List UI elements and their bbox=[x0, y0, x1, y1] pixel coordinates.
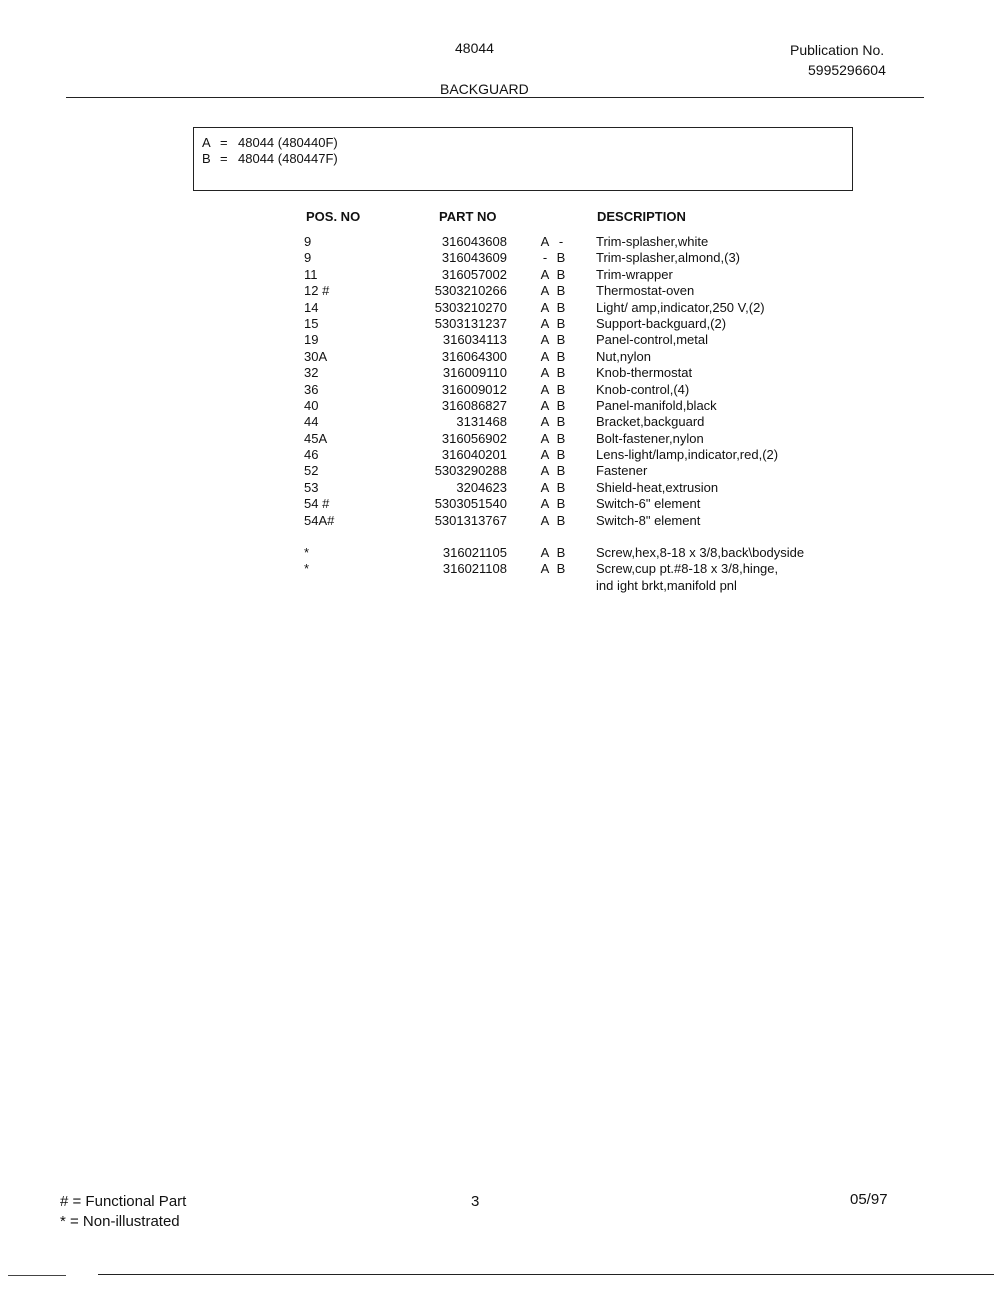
model-number: 48044 bbox=[455, 40, 494, 56]
pos-no: 9 bbox=[304, 234, 312, 249]
table-row bbox=[0, 398, 1000, 414]
description: Panel-manifold,black bbox=[596, 397, 717, 413]
parts-table bbox=[0, 234, 1000, 594]
footer-rule bbox=[98, 1274, 994, 1275]
variant-b-flag: B bbox=[556, 479, 566, 495]
variant-a-flag: A bbox=[540, 315, 550, 331]
revision-date: 05/97 bbox=[850, 1191, 888, 1208]
pos-no: 53 bbox=[304, 479, 319, 495]
variant-a-flag: A bbox=[540, 381, 550, 397]
part-no: 3131468 bbox=[456, 414, 507, 430]
pos-no: 12 # bbox=[304, 283, 330, 299]
variant-b-flag: B bbox=[556, 561, 566, 577]
part-no: 5303131237 bbox=[434, 315, 507, 331]
description: Nut,nylon bbox=[596, 348, 651, 364]
description: Bracket,backguard bbox=[596, 414, 705, 430]
variant-a-flag: A bbox=[540, 332, 550, 348]
pos-no: 36 bbox=[304, 381, 319, 397]
table-row bbox=[0, 234, 1000, 250]
page-number: 3 bbox=[471, 1193, 480, 1210]
part-no: 5303290288 bbox=[434, 463, 507, 479]
variant-b-flag: B bbox=[556, 381, 566, 397]
pos-no: 46 bbox=[304, 447, 319, 463]
table-spacer bbox=[0, 529, 1000, 545]
part-no: 316021105 bbox=[442, 545, 507, 561]
variant-line bbox=[202, 135, 338, 150]
description: Knob-control,(4) bbox=[596, 381, 690, 397]
column-header-pos: POS. NO bbox=[306, 209, 361, 224]
variant-a-flag: A bbox=[540, 430, 550, 446]
description: Trim-splasher,almond,(3) bbox=[596, 250, 741, 266]
part-no: 5303210266 bbox=[434, 283, 507, 299]
table-row bbox=[0, 496, 1000, 512]
part-no: 316034113 bbox=[442, 332, 507, 348]
description: Thermostat-oven bbox=[596, 283, 695, 299]
pos-no: 40 bbox=[304, 397, 319, 413]
description: Switch-6" element bbox=[596, 496, 701, 512]
header-rule bbox=[66, 97, 924, 98]
variant-code: B bbox=[202, 151, 211, 166]
pos-no: 45A bbox=[304, 430, 328, 446]
variant-a-flag: A bbox=[540, 365, 550, 381]
description: Panel-control,metal bbox=[596, 332, 708, 348]
table-row bbox=[0, 480, 1000, 496]
table-row bbox=[0, 561, 1000, 577]
variant-b-flag: B bbox=[556, 315, 566, 331]
variant-b-flag: B bbox=[556, 463, 566, 479]
description: Lens-light/lamp,indicator,red,(2) bbox=[596, 447, 779, 463]
description: Trim-splasher,white bbox=[596, 234, 709, 249]
pos-no: 19 bbox=[304, 332, 319, 348]
part-no: 5301313767 bbox=[434, 512, 507, 528]
variant-a-flag: A bbox=[540, 283, 550, 299]
variant-a-flag: A bbox=[540, 496, 550, 512]
description: Switch-8" element bbox=[596, 512, 701, 528]
variant-b-flag: B bbox=[556, 283, 566, 299]
description: Support-backguard,(2) bbox=[596, 315, 727, 331]
variant-b-flag: B bbox=[556, 447, 566, 463]
variant-a-flag: A bbox=[540, 348, 550, 364]
description: Bolt-fastener,nylon bbox=[596, 430, 704, 446]
pos-no: 54 # bbox=[304, 496, 330, 512]
table-row bbox=[0, 463, 1000, 479]
variant-a-flag: A bbox=[540, 414, 550, 430]
part-no: 316056902 bbox=[441, 430, 507, 446]
variant-equals: = bbox=[220, 135, 228, 150]
table-row bbox=[0, 447, 1000, 463]
table-row bbox=[0, 316, 1000, 332]
variant-b-flag: B bbox=[556, 332, 566, 348]
publication-label: Publication No. bbox=[790, 42, 885, 58]
table-row bbox=[0, 431, 1000, 447]
pos-no: 9 bbox=[304, 250, 312, 266]
part-no: 5303210270 bbox=[434, 299, 507, 315]
part-no: 316021108 bbox=[442, 561, 507, 577]
description: Screw,cup pt.#8-18 x 3/8,hinge, bbox=[596, 561, 779, 577]
table-row bbox=[0, 545, 1000, 561]
table-row bbox=[0, 332, 1000, 348]
section-title: BACKGUARD bbox=[440, 81, 529, 97]
variant-b-flag: B bbox=[556, 496, 566, 512]
variant-a-flag: A bbox=[540, 463, 550, 479]
table-row bbox=[0, 414, 1000, 430]
table-row-continuation bbox=[0, 578, 1000, 594]
variant-b-flag: B bbox=[556, 348, 566, 364]
table-row bbox=[0, 349, 1000, 365]
part-no: 316064300 bbox=[441, 348, 507, 364]
variant-b-flag: B bbox=[556, 397, 566, 413]
description: Fastener bbox=[596, 463, 648, 479]
legend-functional-part: # = Functional Part bbox=[60, 1193, 187, 1210]
variant-a-flag: - bbox=[542, 250, 548, 266]
variant-b-flag: B bbox=[556, 512, 566, 528]
variant-b-flag: B bbox=[556, 545, 566, 561]
variant-a-flag: A bbox=[540, 561, 550, 577]
description: Light/ amp,indicator,250 V,(2) bbox=[596, 299, 765, 315]
table-row bbox=[0, 267, 1000, 283]
table-row bbox=[0, 382, 1000, 398]
variant-b-flag: B bbox=[556, 414, 566, 430]
footer-rule-short bbox=[8, 1275, 66, 1276]
part-no: 316040201 bbox=[441, 447, 507, 463]
pos-no: 32 bbox=[304, 365, 319, 381]
variant-a-flag: A bbox=[540, 479, 550, 495]
variant-b-flag: B bbox=[556, 299, 566, 315]
table-row bbox=[0, 513, 1000, 529]
table-row bbox=[0, 283, 1000, 299]
table-row bbox=[0, 250, 1000, 266]
publication-number: 5995296604 bbox=[808, 62, 886, 78]
part-no: 316086827 bbox=[441, 397, 507, 413]
pos-no: 54A# bbox=[304, 512, 335, 528]
part-no: 316043608 bbox=[441, 234, 507, 249]
variant-value: 48044 (480440F) bbox=[238, 135, 338, 150]
pos-no: 44 bbox=[304, 414, 319, 430]
variant-equals: = bbox=[220, 151, 228, 166]
part-no: 316057002 bbox=[441, 266, 507, 282]
part-no: 316043609 bbox=[441, 250, 507, 266]
variant-a-flag: A bbox=[540, 447, 550, 463]
variant-value: 48044 (480447F) bbox=[238, 151, 338, 166]
variant-a-flag: A bbox=[540, 512, 550, 528]
variant-b-flag: B bbox=[556, 430, 566, 446]
pos-no: * bbox=[304, 561, 310, 577]
pos-no: 14 bbox=[304, 299, 319, 315]
description-continued: ind ight brkt,manifold pnl bbox=[596, 577, 737, 593]
variant-a-flag: A bbox=[540, 545, 550, 561]
variant-code: A bbox=[202, 135, 211, 150]
table-row bbox=[0, 300, 1000, 316]
pos-no: 52 bbox=[304, 463, 319, 479]
table-row bbox=[0, 365, 1000, 381]
variant-b-flag: B bbox=[556, 250, 566, 266]
description: Screw,hex,8-18 x 3/8,back\bodyside bbox=[596, 545, 805, 561]
column-header-part: PART NO bbox=[439, 209, 497, 224]
description: Knob-thermostat bbox=[596, 365, 693, 381]
pos-no: 30A bbox=[304, 348, 328, 364]
column-header-description: DESCRIPTION bbox=[597, 209, 686, 224]
variant-b-flag: - bbox=[558, 234, 564, 249]
pos-no: * bbox=[304, 545, 310, 561]
legend-non-illustrated: * = Non-illustrated bbox=[60, 1213, 180, 1230]
variant-a-flag: A bbox=[540, 234, 550, 249]
description: Shield-heat,extrusion bbox=[596, 479, 719, 495]
pos-no: 11 bbox=[304, 266, 318, 282]
variant-a-flag: A bbox=[540, 397, 550, 413]
part-no: 316009110 bbox=[442, 365, 507, 381]
variant-b-flag: B bbox=[556, 365, 566, 381]
variant-b-flag: B bbox=[556, 266, 566, 282]
variant-a-flag: A bbox=[540, 266, 550, 282]
pos-no: 15 bbox=[304, 315, 319, 331]
part-no: 3204623 bbox=[456, 479, 507, 495]
part-no: 5303051540 bbox=[434, 496, 507, 512]
description: Trim-wrapper bbox=[596, 266, 673, 282]
variant-a-flag: A bbox=[540, 299, 550, 315]
variant-line bbox=[202, 151, 338, 166]
variant-legend-box bbox=[193, 127, 853, 191]
part-no: 316009012 bbox=[441, 381, 507, 397]
